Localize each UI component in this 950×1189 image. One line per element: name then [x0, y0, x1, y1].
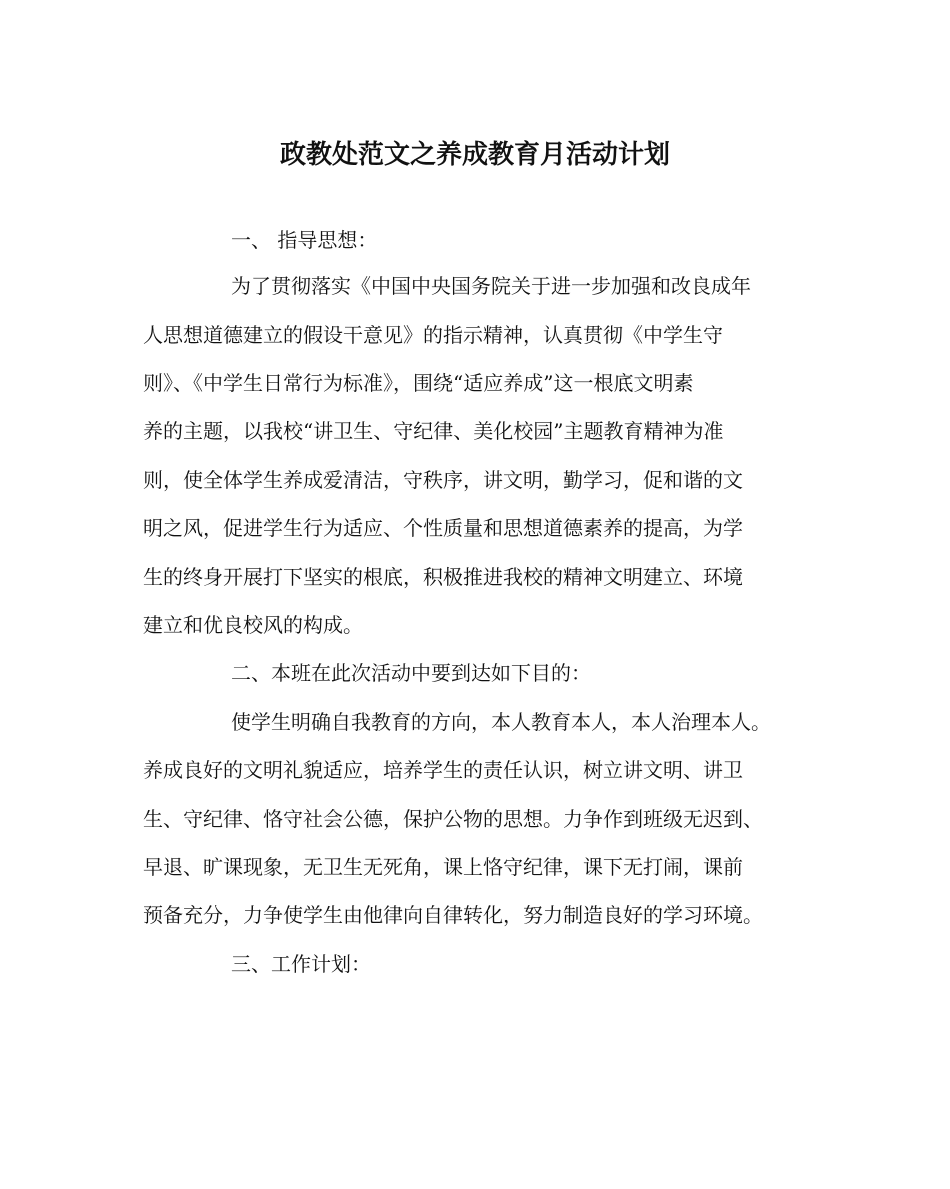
paragraph-line: 则，使全体学生养成爱清洁，守秩序，讲文明，勤学习，促和谐的文: [143, 468, 743, 492]
paragraph-line: 养的主题，以我校“讲卫生、守纪律、美化校园”主题教育精神为准: [143, 419, 724, 443]
document-title: 政教处范文之养成教育月活动计划: [279, 140, 670, 170]
paragraph-line: 预备充分，力争使学生由他律向自律转化，努力制造良好的学习环境。: [143, 903, 763, 927]
paragraph-line: 使学生明确自我教育的方向，本人教育本人，本人治理本人。: [231, 710, 771, 734]
paragraph-line: 人思想道德建立的假设干意见》的指示精神，认真贯彻《中学生守: [143, 323, 723, 347]
paragraph-line: 为了贯彻落实《中国中央国务院关于进一步加强和改良成年: [231, 274, 751, 298]
section-heading-work-plan: 三、工作计划：: [231, 952, 371, 976]
paragraph-line: 则》、《中学生日常行为标准》，围绕“适应养成”这一根底文明素: [143, 371, 694, 395]
section-heading-objectives: 二、本班在此次活动中要到达如下目的：: [231, 661, 591, 685]
paragraph-line: 建立和优良校风的构成。: [143, 613, 363, 637]
paragraph-line: 早退、旷课现象，无卫生无死角，课上恪守纪律，课下无打闹，课前: [143, 855, 743, 879]
paragraph-line: 生、守纪律、恪守社会公德，保护公物的思想。力争作到班级无迟到、: [143, 807, 763, 831]
section-heading-guiding-ideology: 一、 指导思想：: [231, 228, 378, 252]
paragraph-line: 生的终身开展打下坚实的根底，积极推进我校的精神文明建立、环境: [143, 565, 743, 589]
paragraph-line: 养成良好的文明礼貌适应，培养学生的责任认识，树立讲文明、讲卫: [143, 758, 743, 782]
paragraph-line: 明之风，促进学生行为适应、个性质量和思想道德素养的提高，为学: [143, 516, 743, 540]
